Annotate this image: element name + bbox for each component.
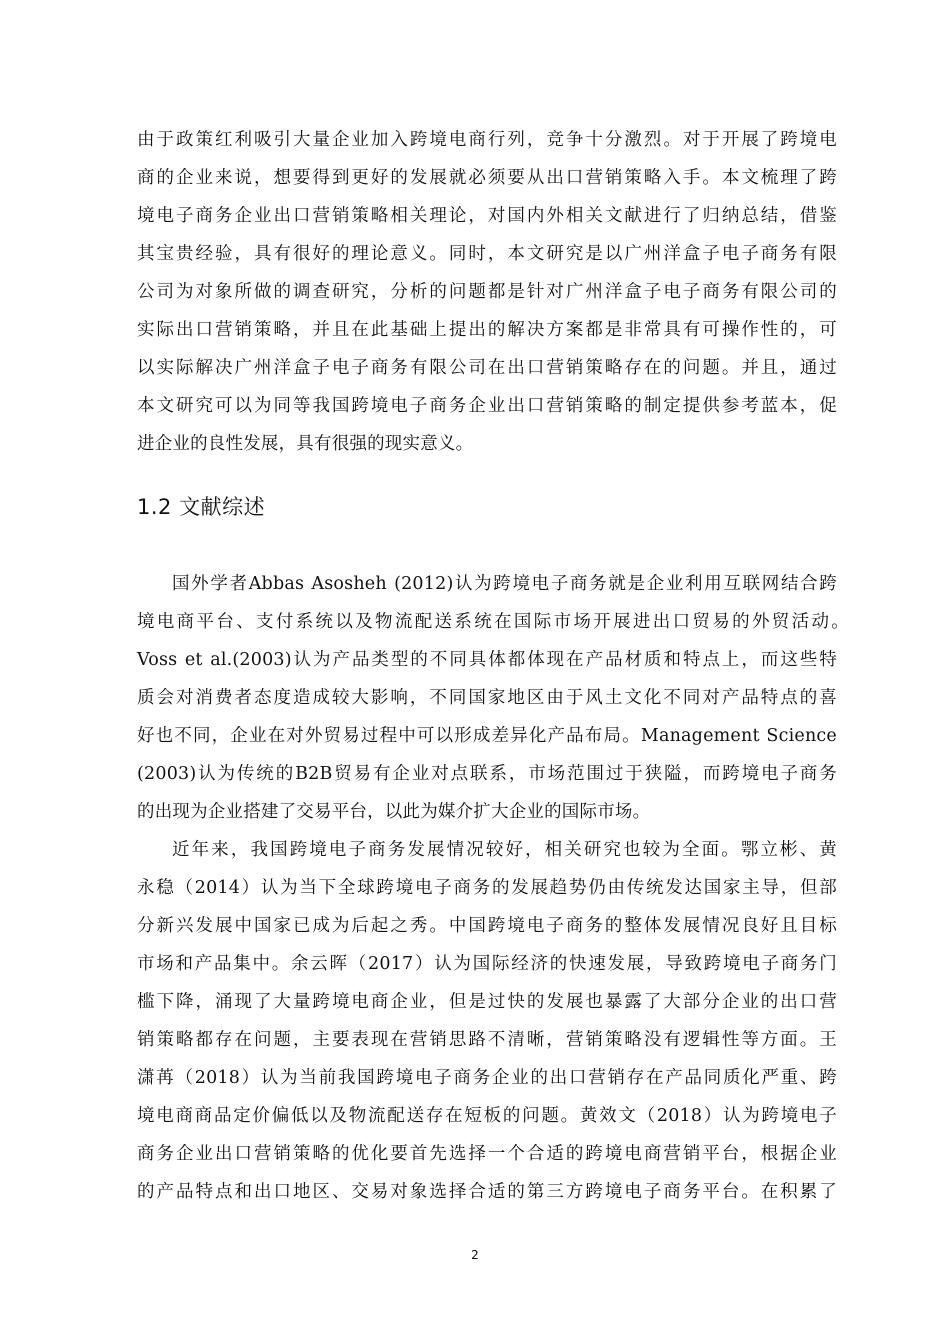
text-line: 商的企业来说，想要得到更好的发展就必须要从出口营销策略入手。本文梳理了跨: [137, 168, 837, 188]
text-line: 进企业的良性发展，具有很强的现实意义。: [137, 434, 474, 454]
text-line: 以实际解决广州洋盒子电子商务有限公司在出口营销策略存在的问题。并且，通过: [137, 358, 837, 378]
page-number: 2: [471, 1248, 479, 1262]
text-line: 市场和产品集中。余云晖（2017）认为国际经济的快速发展，导致跨境电子商务门: [137, 954, 837, 974]
text-line: 好也不同，企业在对外贸易过程中可以形成差异化产品布局。Management Science: [137, 726, 837, 746]
text-line: 国外学者Abbas Asosheh (2012)认为跨境电子商务就是企业利用互联网结合跨: [172, 574, 837, 594]
text-line: 境电商平台、支付系统以及物流配送系统在国际市场开展进出口贸易的外贸活动。: [137, 612, 849, 632]
text-line: 的出现为企业搭建了交易平台，以此为媒介扩大企业的国际市场。: [137, 802, 651, 822]
text-line: 商务企业出口营销策略的优化要首先选择一个合适的跨境电商营销平台，根据企业: [137, 1144, 837, 1164]
text-line: 销策略都存在问题，主要表现在营销思路不清晰，营销策略没有逻辑性等方面。王: [137, 1030, 837, 1050]
text-line: 公司为对象所做的调查研究，分析的问题都是针对广州洋盒子电子商务有限公司的: [137, 282, 837, 302]
text-line: 永稳（2014）认为当下全球跨境电子商务的发展趋势仍由传统发达国家主导，但部: [137, 878, 837, 898]
text-line: 槛下降，涌现了大量跨境电商企业，但是过快的发展也暴露了大部分企业的出口营: [137, 992, 837, 1012]
section-heading: 1.2 文献综述: [137, 495, 266, 519]
text-line: (2003)认为传统的B2B贸易有企业对点联系，市场范围过于狭隘，而跨境电子商务: [137, 764, 837, 784]
text-line: 近年来，我国跨境电子商务发展情况较好，相关研究也较为全面。鄂立彬、黄: [172, 840, 837, 860]
text-line: 由于政策红利吸引大量企业加入跨境电商行列，竞争十分激烈。对于开展了跨境电: [137, 130, 837, 150]
text-line: 境电商商品定价偏低以及物流配送存在短板的问题。黄效文（2018）认为跨境电子: [137, 1106, 837, 1126]
text-line: 境电子商务企业出口营销策略相关理论，对国内外相关文献进行了归纳总结，借鉴: [137, 206, 837, 226]
text-line: 本文研究可以为同等我国跨境电子商务企业出口营销策略的制定提供参考蓝本，促: [137, 396, 837, 416]
text-line: 潇苒（2018）认为当前我国跨境电子商务企业的出口营销存在产品同质化严重、跨: [137, 1068, 837, 1088]
text-line: Voss et al.(2003)认为产品类型的不同具体都体现在产品材质和特点上，而这些特: [137, 650, 837, 670]
text-line: 分新兴发展中国家已成为后起之秀。中国跨境电子商务的整体发展情况良好且目标: [137, 916, 837, 936]
text-line: 其宝贵经验，具有很好的理论意义。同时，本文研究是以广州洋盒子电子商务有限: [137, 244, 837, 264]
text-line: 实际出口营销策略，并且在此基础上提出的解决方案都是非常具有可操作性的，可: [137, 320, 837, 340]
text-line: 的产品特点和出口地区、交易对象选择合适的第三方跨境电子商务平台。在积累了: [137, 1182, 837, 1202]
text-line: 质会对消费者态度造成较大影响，不同国家地区由于风土文化不同对产品特点的喜: [137, 688, 837, 708]
